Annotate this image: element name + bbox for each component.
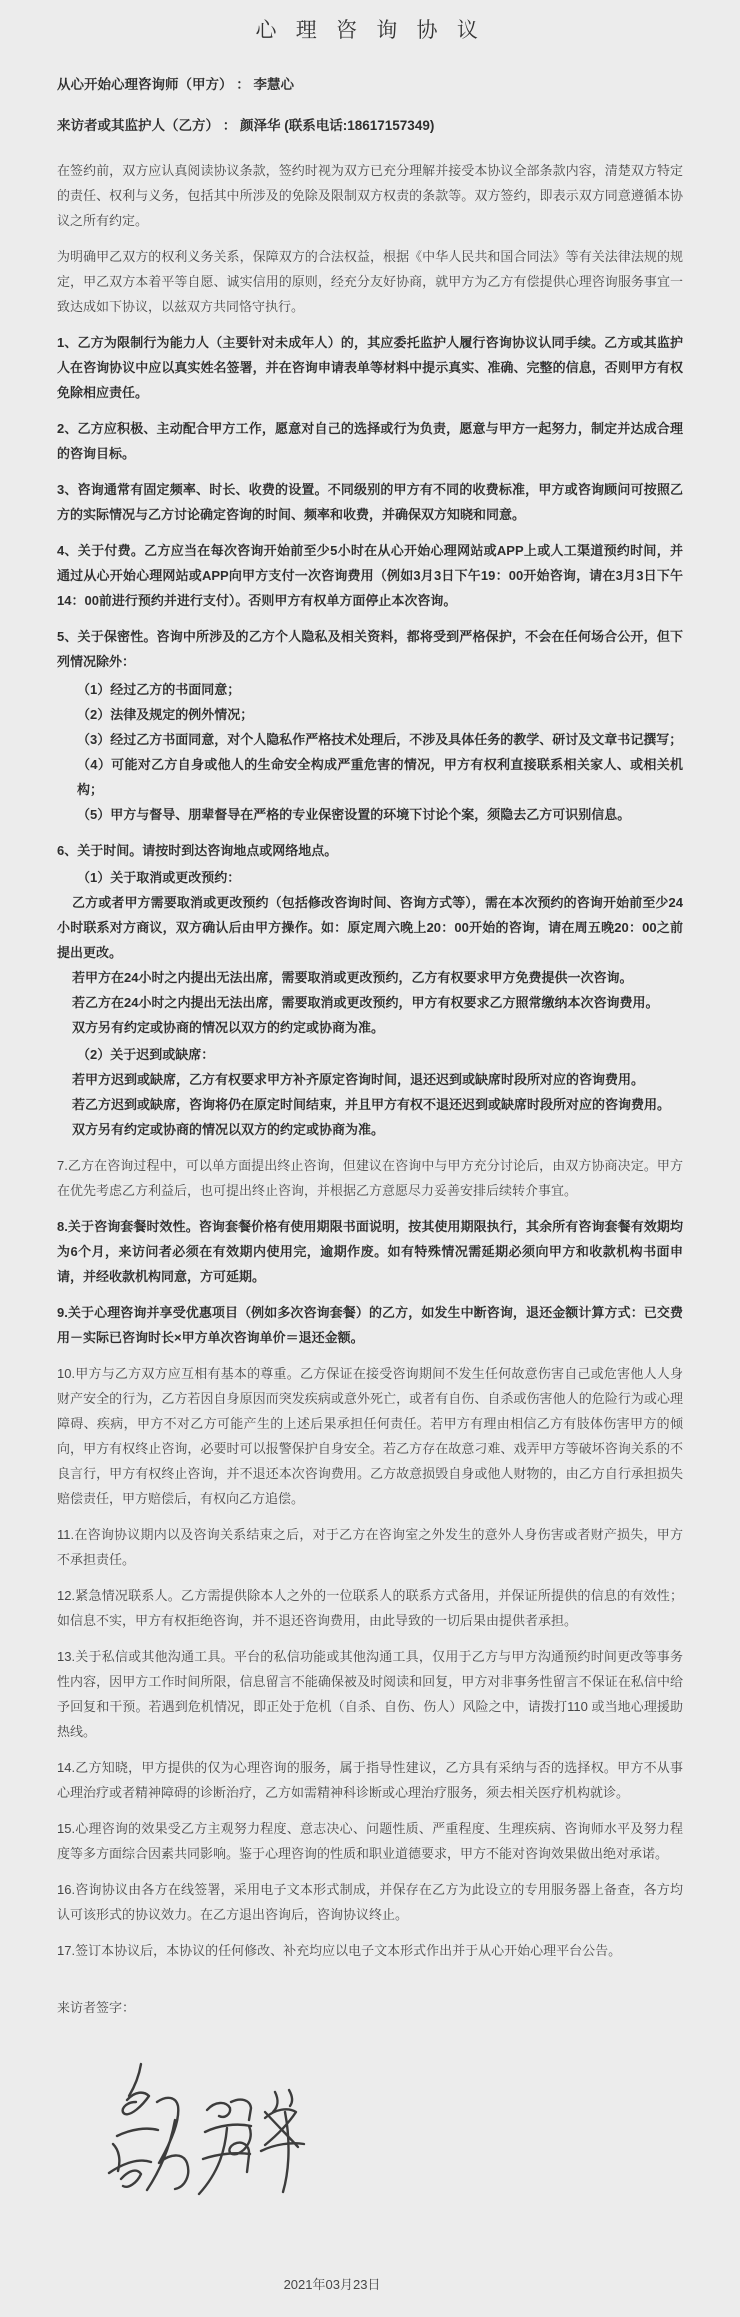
intro-paragraph-2: 为明确甲乙双方的权利义务关系，保障双方的合法权益，根据《中华人民共和国合同法》等有关法律法规的规定，甲乙双方本着平等自愿、诚实信用的原则，经充分友好协商，就甲方为乙方有偿提供心理咨询服务事宜一致达成如下协议，以兹双方共同恪守执行。	[57, 249, 683, 314]
signing-date: 2021年03月23日	[283, 2277, 381, 2292]
clause-12: 12.紧急情况联系人。乙方需提供除本人之外的一位联系人的联系方式备用，并保证所提供的信息的有效性；如信息不实，甲方有权拒绝咨询，并不退还咨询费用，由此导致的一切后果由提供者承担。	[57, 1588, 683, 1628]
clause-2: 2、乙方应积极、主动配合甲方工作，愿意对自己的选择或行为负责，愿意与甲方一起努力，制定并达成合理的咨询目标。	[57, 421, 683, 461]
visitor-signature-label: 来访者签字：	[57, 2000, 136, 2015]
clause-5-sub-3: （3）经过乙方书面同意，对个人隐私作严格技术处理后，不涉及具体任务的教学、研讨及文章书记撰写；	[77, 732, 683, 747]
clause-6-sub-1-body-4: 双方另有约定或协商的情况以双方的约定或协商为准。	[72, 1020, 385, 1035]
clause-6-sub-1-title: （1）关于取消或更改预约：	[77, 870, 241, 885]
clause-8: 8.关于咨询套餐时效性。咨询套餐价格有使用期限书面说明，按其使用期限执行，其余所有咨询套餐有效期均为6个月，来访问者必须在有效期内使用完，逾期作废。如有特殊情况需延期必须向甲方和收款机构书面申请，并经收款机构同意，方可延期。	[57, 1219, 683, 1284]
clause-5: 5、关于保密性。咨询中所涉及的乙方个人隐私及相关资料，都将受到严格保护，不会在任何场合公开，但下列情况除外：	[57, 629, 683, 669]
clause-17: 17.签订本协议后，本协议的任何修改、补充均应以电子文本形式作出并于从心开始心理平台公告。	[57, 1943, 622, 1958]
clause-10: 10.甲方与乙方双方应互相有基本的尊重。乙方保证在接受咨询期间不发生任何故意伤害自己或危害他人人身财产安全的行为，乙方若因自身原因而突发疾病或意外死亡，或者有自伤、自杀或伤害他人的危险行为或心理障碍、疾病，甲方不对乙方可能产生的上述后果承担任何责任。若甲方有理由相信乙方有肢体伤害甲方的倾向，甲方有权终止咨询，必要时可以报警保护自身安全。若乙方存在故意刁难、戏弄甲方等破坏咨询关系的不良言行，甲方有权终止咨询，并不退还本次咨询费用。乙方故意损毁自身或他人财物的，由乙方自行承担损失赔偿责任，甲方赔偿后，有权向乙方追偿。	[57, 1366, 683, 1506]
clause-16: 16.咨询协议由各方在线签署，采用电子文本形式制成，并保存在乙方为此设立的专用服务器上备查，各方均认可该形式的协议效力。在乙方退出咨询后，咨询协议终止。	[57, 1882, 683, 1922]
clause-9: 9.关于心理咨询并享受优惠项目（例如多次咨询套餐）的乙方，如发生中断咨询，退还金额计算方式：已交费用－实际已咨询时长×甲方单次咨询单价＝退还金额。	[57, 1305, 683, 1345]
page-title: 心 理 咨 询 协 议	[255, 19, 485, 42]
clause-13: 13.关于私信或其他沟通工具。平台的私信功能或其他沟通工具，仅用于乙方与甲方沟通预约时间更改等事务性内容，因甲方工作时间所限，信息留言不能确保被及时阅读和回复，甲方对非事务性留言不保证在私信中给予回复和干预。若遇到危机情况，即正处于危机（自杀、自伤、伤人）风险之中，请拨打110 或当地心理援助热线。	[57, 1649, 683, 1739]
clause-6-sub-2-body-3: 双方另有约定或协商的情况以双方的约定或协商为准。	[72, 1122, 385, 1137]
handwritten-signature	[79, 2058, 683, 2208]
clause-6: 6、关于时间。请按时到达咨询地点或网络地点。	[57, 843, 338, 858]
clause-7: 7.乙方在咨询过程中，可以单方面提出终止咨询，但建议在咨询中与甲方充分讨论后，由双方协商决定。甲方在优先考虑乙方利益后，也可提出终止咨询，并根据乙方意愿尽力妥善安排后续转介事宜。	[57, 1158, 683, 1198]
clause-3: 3、咨询通常有固定频率、时长、收费的设置。不同级别的甲方有不同的收费标准，甲方或咨询顾问可按照乙方的实际情况与乙方讨论确定咨询的时间、频率和收费，并确保双方知晓和同意。	[57, 482, 683, 522]
clause-6-sub-2-body-1: 若甲方迟到或缺席，乙方有权要求甲方补齐原定咨询时间，退还迟到或缺席时段所对应的咨询费用。	[72, 1072, 645, 1087]
clause-6-sub-2-body-2: 若乙方迟到或缺席，咨询将仍在原定时间结束，并且甲方有权不退还迟到或缺席时段所对应的咨询费用。	[72, 1097, 671, 1112]
clause-4: 4、关于付费。乙方应当在每次咨询开始前至少5小时在从心开始心理网站或APP上或人工渠道预约时间，并通过从心开始心理网站或APP向甲方支付一次咨询费用（例如3月3日下午19：00开始咨询，请在3月3日下午14：00前进行预约并进行支付）。否则甲方有权单方面停止本次咨询。	[57, 543, 683, 608]
intro-paragraph-1: 在签约前，双方应认真阅读协议条款，签约时视为双方已充分理解并接受本协议全部条款内容，清楚双方特定的责任、权利与义务，包括其中所涉及的免除及限制双方权责的条款等。双方签约，即表示双方同意遵循本协议之所有约定。	[57, 163, 683, 228]
clause-6-sub-1-body-1: 乙方或者甲方需要取消或更改预约（包括修改咨询时间、咨询方式等），需在本次预约的咨询开始前至少24小时联系对方商议，双方确认后由甲方操作。如：原定周六晚上20：00开始的咨询，请在周五晚20：00之前提出更改。	[57, 895, 683, 960]
clause-5-sub-4: （4）可能对乙方自身或他人的生命安全构成严重危害的情况，甲方有权利直接联系相关家人、或相关机构；	[77, 757, 683, 797]
clause-6-sub-1-body-2: 若甲方在24小时之内提出无法出席，需要取消或更改预约，乙方有权要求甲方免费提供一次咨询。	[72, 970, 633, 985]
clause-1: 1、乙方为限制行为能力人（主要针对未成年人）的，其应委托监护人履行咨询协议认同手续。乙方或其监护人在咨询协议中应以真实姓名签署，并在咨询申请表单等材料中提示真实、准确、完整的信息，否则甲方有权免除相应责任。	[57, 335, 683, 400]
clause-14: 14.乙方知晓，甲方提供的仅为心理咨询的服务，属于指导性建议，乙方具有采纳与否的选择权。甲方不从事心理治疗或者精神障碍的诊断治疗，乙方如需精神科诊断或心理治疗服务，须去相关医疗机构就诊。	[57, 1760, 683, 1800]
clause-5-sub-1: （1）经过乙方的书面同意；	[77, 682, 241, 697]
clause-5-sub-2: （2）法律及规定的例外情况；	[77, 707, 254, 722]
clause-5-sub-5: （5）甲方与督导、朋辈督导在严格的专业保密设置的环境下讨论个案，须隐去乙方可识别信息。	[77, 807, 631, 822]
clause-15: 15.心理咨询的效果受乙方主观努力程度、意志决心、问题性质、严重程度、生理疾病、咨询师水平及努力程度等多方面综合因素共同影响。鉴于心理咨询的性质和职业道德要求，甲方不能对咨询效果做出绝对承诺。	[57, 1821, 683, 1861]
clause-11: 11.在咨询协议期内以及咨询关系结束之后，对于乙方在咨询室之外发生的意外人身伤害或者财产损失，甲方不承担责任。	[57, 1527, 683, 1567]
party-a-line: 从心开始心理咨询师（甲方） ： 李慧心	[57, 77, 295, 92]
clause-6-sub-2-title: （2）关于迟到或缺席：	[77, 1047, 215, 1062]
clause-6-sub-1-body-3: 若乙方在24小时之内提出无法出席，需要取消或更改预约，甲方有权要求乙方照常缴纳本次咨询费用。	[72, 995, 659, 1010]
party-b-line: 来访者或其监护人（乙方） ： 颜泽华 (联系电话:18617157349)	[57, 118, 435, 133]
